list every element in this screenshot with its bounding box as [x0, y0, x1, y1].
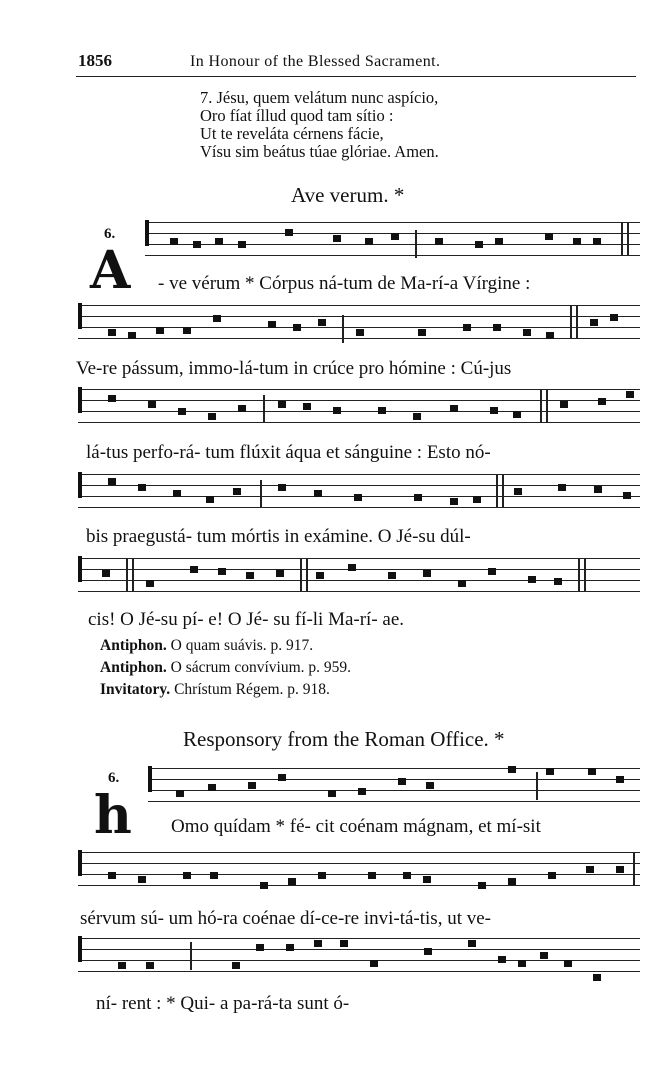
neume-note — [498, 956, 506, 963]
neume-note — [278, 484, 286, 491]
neume-note — [490, 407, 498, 414]
reference-label: Invitatory. — [100, 681, 171, 698]
neume-note — [314, 940, 322, 947]
neume-note — [238, 241, 246, 248]
verse-line: 7. Jésu, quem velátum nunc aspício, — [200, 88, 439, 107]
bar-line — [576, 305, 578, 339]
reference-label: Antiphon. — [100, 659, 167, 676]
lyric-line: sérvum sú- um hó-ra coénae dí-ce-re invi-tá-tis, ut ve- — [80, 908, 491, 929]
neume-note — [545, 233, 553, 240]
bar-line — [263, 395, 265, 423]
bar-line — [621, 222, 623, 256]
do-clef-icon — [145, 220, 156, 246]
music-staff — [78, 852, 640, 890]
reference-text: O quam suávis. p. 917. — [170, 637, 314, 654]
neume-note — [328, 790, 336, 797]
do-clef-icon — [78, 556, 89, 582]
music-staff — [148, 768, 640, 806]
neume-note — [488, 568, 496, 575]
neume-note — [118, 962, 126, 969]
neume-note — [146, 580, 154, 587]
page-number: 1856 — [78, 51, 112, 70]
neume-note — [108, 329, 116, 336]
neume-note — [426, 782, 434, 789]
neume-note — [414, 494, 422, 501]
neume-note — [340, 940, 348, 947]
neume-note — [138, 484, 146, 491]
neume-note — [190, 566, 198, 573]
neume-note — [278, 774, 286, 781]
neume-note — [268, 321, 276, 328]
do-clef-icon — [148, 766, 159, 792]
neume-note — [102, 570, 110, 577]
neume-note — [554, 578, 562, 585]
neume-note — [370, 960, 378, 967]
bar-line — [190, 942, 192, 970]
neume-note — [208, 784, 216, 791]
reference-text: O sácrum convívium. p. 959. — [170, 659, 352, 676]
do-clef-icon — [78, 936, 89, 962]
neume-note — [260, 882, 268, 889]
do-clef-icon — [78, 303, 89, 329]
neume-note — [518, 960, 526, 967]
neume-note — [418, 329, 426, 336]
drop-cap-initial: A — [90, 240, 131, 301]
neume-note — [586, 866, 594, 873]
neume-note — [333, 235, 341, 242]
neume-note — [546, 768, 554, 775]
neume-note — [206, 496, 214, 503]
neume-note — [318, 872, 326, 879]
neume-note — [108, 478, 116, 485]
bar-line — [260, 480, 262, 508]
neume-note — [233, 488, 241, 495]
neume-note — [493, 324, 501, 331]
neume-note — [128, 332, 136, 339]
bar-line — [584, 558, 586, 592]
bar-line — [496, 474, 498, 508]
neume-note — [303, 403, 311, 410]
neume-note — [423, 570, 431, 577]
neume-note — [616, 866, 624, 873]
neume-note — [423, 876, 431, 883]
neume-note — [473, 496, 481, 503]
neume-note — [348, 564, 356, 571]
neume-note — [546, 332, 554, 339]
neume-note — [475, 241, 483, 248]
do-clef-icon — [78, 387, 89, 413]
neume-note — [248, 782, 256, 789]
neume-note — [354, 494, 362, 501]
neume-note — [108, 872, 116, 879]
neume-note — [286, 944, 294, 951]
neume-note — [508, 766, 516, 773]
neume-note — [246, 572, 254, 579]
neume-note — [365, 238, 373, 245]
lyric-line: lá-tus perfo-rá- tum flúxit áqua et sánguine : Esto nó- — [86, 442, 491, 463]
neume-note — [213, 315, 221, 322]
reference-invitatory — [100, 681, 330, 699]
neume-note — [238, 405, 246, 412]
lyric-line: - ve vérum * Córpus ná-tum de Ma-rí-a Vírgine : — [158, 273, 531, 294]
verse-line: Ut te reveláta cérnens fácie, — [200, 124, 384, 143]
bar-line — [342, 315, 344, 343]
neume-note — [278, 401, 286, 408]
neume-note — [450, 405, 458, 412]
neume-note — [170, 238, 178, 245]
music-staff — [78, 389, 640, 427]
neume-note — [178, 408, 186, 415]
neume-note — [138, 876, 146, 883]
neume-note — [208, 413, 216, 420]
reference-label: Antiphon. — [100, 637, 167, 654]
neume-note — [626, 391, 634, 398]
neume-note — [398, 778, 406, 785]
neume-note — [623, 492, 631, 499]
neume-note — [388, 572, 396, 579]
neume-note — [193, 241, 201, 248]
neume-note — [314, 490, 322, 497]
neume-note — [176, 790, 184, 797]
neume-note — [424, 948, 432, 955]
running-title: In Honour of the Blessed Sacrament. — [190, 53, 441, 70]
neume-note — [468, 940, 476, 947]
neume-note — [318, 319, 326, 326]
neume-note — [108, 395, 116, 402]
neume-note — [403, 872, 411, 879]
verse-line: Oro fíat íllud quod tam sítio : — [200, 106, 394, 125]
mode-number: 6. — [104, 226, 116, 242]
neume-note — [218, 568, 226, 575]
neume-note — [316, 572, 324, 579]
bar-line — [633, 852, 635, 886]
drop-cap-initial: h — [94, 785, 132, 846]
neume-note — [413, 413, 421, 420]
neume-note — [210, 872, 218, 879]
neume-note — [564, 960, 572, 967]
neume-note — [478, 882, 486, 889]
music-staff — [78, 938, 640, 976]
neume-note — [146, 962, 154, 969]
bar-line — [415, 230, 417, 258]
music-staff — [78, 558, 640, 596]
neume-note — [558, 484, 566, 491]
neume-note — [333, 407, 341, 414]
neume-note — [598, 398, 606, 405]
neume-note — [288, 878, 296, 885]
neume-note — [540, 952, 548, 959]
lyric-line: ní- rent : * Qui- a pa-rá-ta sunt ó- — [96, 993, 350, 1014]
neume-note — [523, 329, 531, 336]
do-clef-icon — [78, 850, 89, 876]
bar-line — [306, 558, 308, 592]
neume-note — [391, 233, 399, 240]
lyric-line: cis! O Jé-su pí- e! O Jé- su fí-li Ma-rí- ae. — [88, 609, 405, 630]
neume-note — [156, 327, 164, 334]
neume-note — [588, 768, 596, 775]
neume-note — [458, 580, 466, 587]
bar-line — [126, 558, 128, 592]
reference-antiphon — [100, 637, 313, 655]
header-rule — [76, 76, 636, 77]
responsory-title: Responsory from the Roman Office. * — [183, 727, 505, 751]
verse-line: Vísu sim beátus túae glóriae. Amen. — [200, 142, 439, 161]
reference-text: Chrístum Régem. p. 918. — [174, 681, 330, 698]
neume-note — [594, 486, 602, 493]
neume-note — [148, 401, 156, 408]
music-staff — [145, 222, 640, 260]
neume-note — [356, 329, 364, 336]
neume-note — [183, 327, 191, 334]
music-staff — [78, 474, 640, 512]
neume-note — [548, 872, 556, 879]
neume-note — [378, 407, 386, 414]
neume-note — [593, 974, 601, 981]
mode-number: 6. — [108, 770, 120, 786]
neume-note — [590, 319, 598, 326]
neume-note — [508, 878, 516, 885]
music-staff — [78, 305, 640, 343]
neume-note — [215, 238, 223, 245]
neume-note — [610, 314, 618, 321]
neume-note — [358, 788, 366, 795]
neume-note — [450, 498, 458, 505]
reference-antiphon — [100, 659, 351, 677]
bar-line — [300, 558, 302, 592]
bar-line — [502, 474, 504, 508]
neume-note — [173, 490, 181, 497]
hymn-title: Ave verum. * — [291, 183, 405, 207]
neume-note — [293, 324, 301, 331]
lyric-line: Ve-re pássum, immo-lá-tum in crúce pro hómine : Cú-jus — [76, 358, 512, 379]
bar-line — [627, 222, 629, 256]
neume-note — [256, 944, 264, 951]
bar-line — [578, 558, 580, 592]
neume-note — [285, 229, 293, 236]
neume-note — [368, 872, 376, 879]
do-clef-icon — [78, 472, 89, 498]
neume-note — [593, 238, 601, 245]
neume-note — [435, 238, 443, 245]
neume-note — [276, 570, 284, 577]
neume-note — [514, 488, 522, 495]
neume-note — [495, 238, 503, 245]
neume-note — [183, 872, 191, 879]
neume-note — [560, 401, 568, 408]
neume-note — [528, 576, 536, 583]
bar-line — [536, 772, 538, 800]
neume-note — [616, 776, 624, 783]
bar-line — [546, 389, 548, 423]
bar-line — [540, 389, 542, 423]
neume-note — [463, 324, 471, 331]
lyric-line: Omo quídam * fé- cit coénam mágnam, et mí-sit — [171, 816, 541, 837]
neume-note — [573, 238, 581, 245]
neume-note — [513, 411, 521, 418]
lyric-line: bis praegustá- tum mórtis in exámine. O Jé-su dúl- — [86, 526, 471, 547]
bar-line — [132, 558, 134, 592]
neume-note — [232, 962, 240, 969]
bar-line — [570, 305, 572, 339]
